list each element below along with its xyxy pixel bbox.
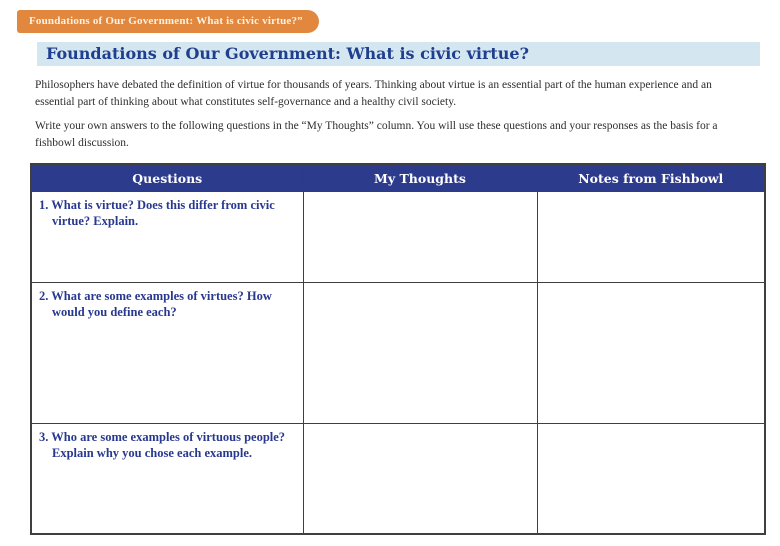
question-text: 1. What is virtue? Does this differ from civic virtue? Explain.: [39, 198, 275, 228]
bookmark-tab-label: Foundations of Our Government: What is civic virtue?”: [29, 15, 303, 27]
question-text: 2. What are some examples of virtues? How would you define each?: [39, 289, 272, 319]
table-header-row: [31, 164, 765, 192]
question-cell: [31, 283, 303, 424]
table-row: [31, 424, 765, 534]
question-cell: [31, 424, 303, 534]
column-header-notes-from-fishbowl: Notes from Fishbowl: [537, 164, 765, 192]
fishbowl-notes-cell[interactable]: [537, 283, 765, 424]
page-title-banner: [37, 42, 760, 66]
worksheet-table: [30, 163, 766, 535]
page-title: Foundations of Our Government: What is civic virtue?: [46, 44, 529, 63]
my-thoughts-cell[interactable]: [303, 192, 537, 283]
bookmark-tab[interactable]: [17, 10, 319, 33]
fishbowl-notes-cell[interactable]: [537, 424, 765, 534]
question-text: 3. Who are some examples of virtuous people? Explain why you chose each example.: [39, 430, 286, 460]
column-header-my-thoughts: My Thoughts: [303, 164, 537, 192]
worksheet-table-body: [31, 192, 765, 534]
table-row: [31, 192, 765, 283]
fishbowl-notes-cell[interactable]: [537, 192, 765, 283]
my-thoughts-cell[interactable]: [303, 424, 537, 534]
intro-paragraph-1: Philosophers have debated the definition of virtue for thousands of years. Thinking about virtue is an essential part of the human experience and an essential part of thinking about what constitutes self-governance and a healthy civil society.: [35, 79, 712, 108]
question-cell: [31, 192, 303, 283]
column-header-questions: Questions: [31, 164, 303, 192]
table-row: [31, 283, 765, 424]
my-thoughts-cell[interactable]: [303, 283, 537, 424]
intro-paragraph-2: Write your own answers to the following questions in the “My Thoughts” column. You will use these questions and your responses as the basis for a fishbowl discussion.: [35, 120, 718, 149]
